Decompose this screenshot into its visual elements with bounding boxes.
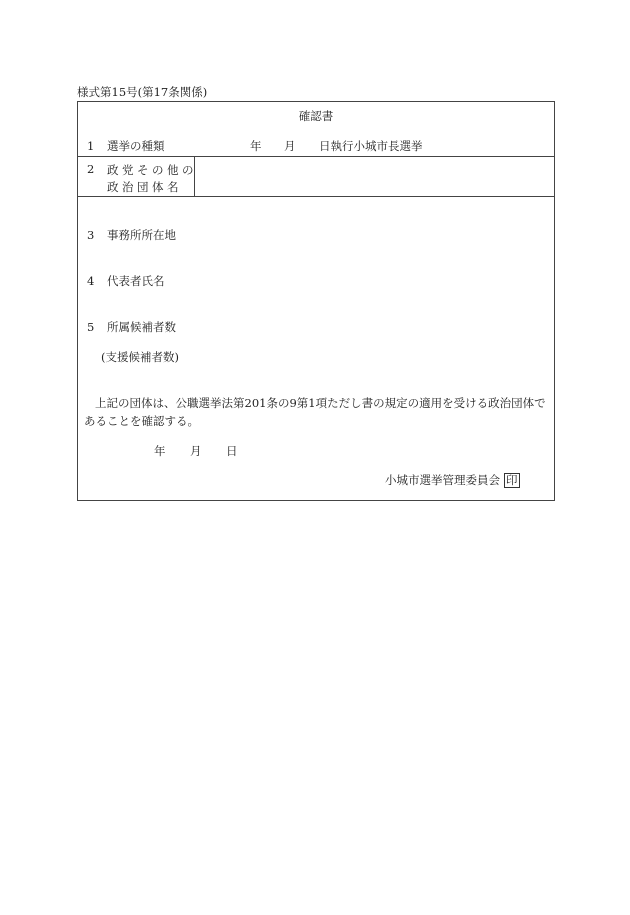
item-5-row — [87, 319, 176, 335]
item-3-number: 3 — [87, 228, 95, 242]
document-title: 確認書 — [298, 109, 334, 123]
item-2-vertical-divider — [194, 156, 195, 196]
item-1-row — [87, 138, 165, 154]
confirmation-statement: 上記の団体は、公職選挙法第201条の9第1項ただし書の規定の適用を受ける政治団体であることを確認する。 — [84, 396, 546, 428]
date-month-label: 月 — [190, 444, 202, 458]
item-3-row — [87, 227, 176, 243]
item-1-number: 1 — [87, 139, 95, 153]
divider-2 — [78, 196, 554, 197]
item-4-number: 4 — [87, 274, 95, 288]
date-day-label: 日 — [226, 444, 238, 458]
seal-icon: 印 — [506, 473, 518, 487]
item-2-number: 2 — [87, 162, 95, 176]
confirmation-form — [77, 101, 555, 501]
item-4-row — [87, 273, 165, 289]
item-2-label-line2: 政治団体名 — [107, 180, 182, 194]
issuer-name: 小城市選挙管理委員会 — [385, 473, 500, 487]
date-year-label: 年 — [154, 444, 166, 458]
item-5-label: 所属候補者数 — [107, 320, 176, 334]
item-2-label-line1: 政党その他の — [107, 163, 197, 177]
divider-1 — [78, 156, 554, 157]
election-type-text: 日執行小城市長選挙 — [319, 139, 423, 153]
issuer-line — [385, 472, 520, 488]
item-5-number: 5 — [87, 320, 95, 334]
item-3-label: 事務所所在地 — [107, 228, 176, 242]
form-number-label: 様式第15号(第17条関係) — [77, 85, 208, 99]
item-4-label: 代表者氏名 — [107, 274, 165, 288]
election-year-label: 年 — [250, 139, 262, 153]
item-1-label: 選挙の種類 — [107, 139, 165, 153]
election-month-label: 月 — [284, 139, 296, 153]
item-5-sublabel: (支援候補者数) — [101, 350, 179, 364]
